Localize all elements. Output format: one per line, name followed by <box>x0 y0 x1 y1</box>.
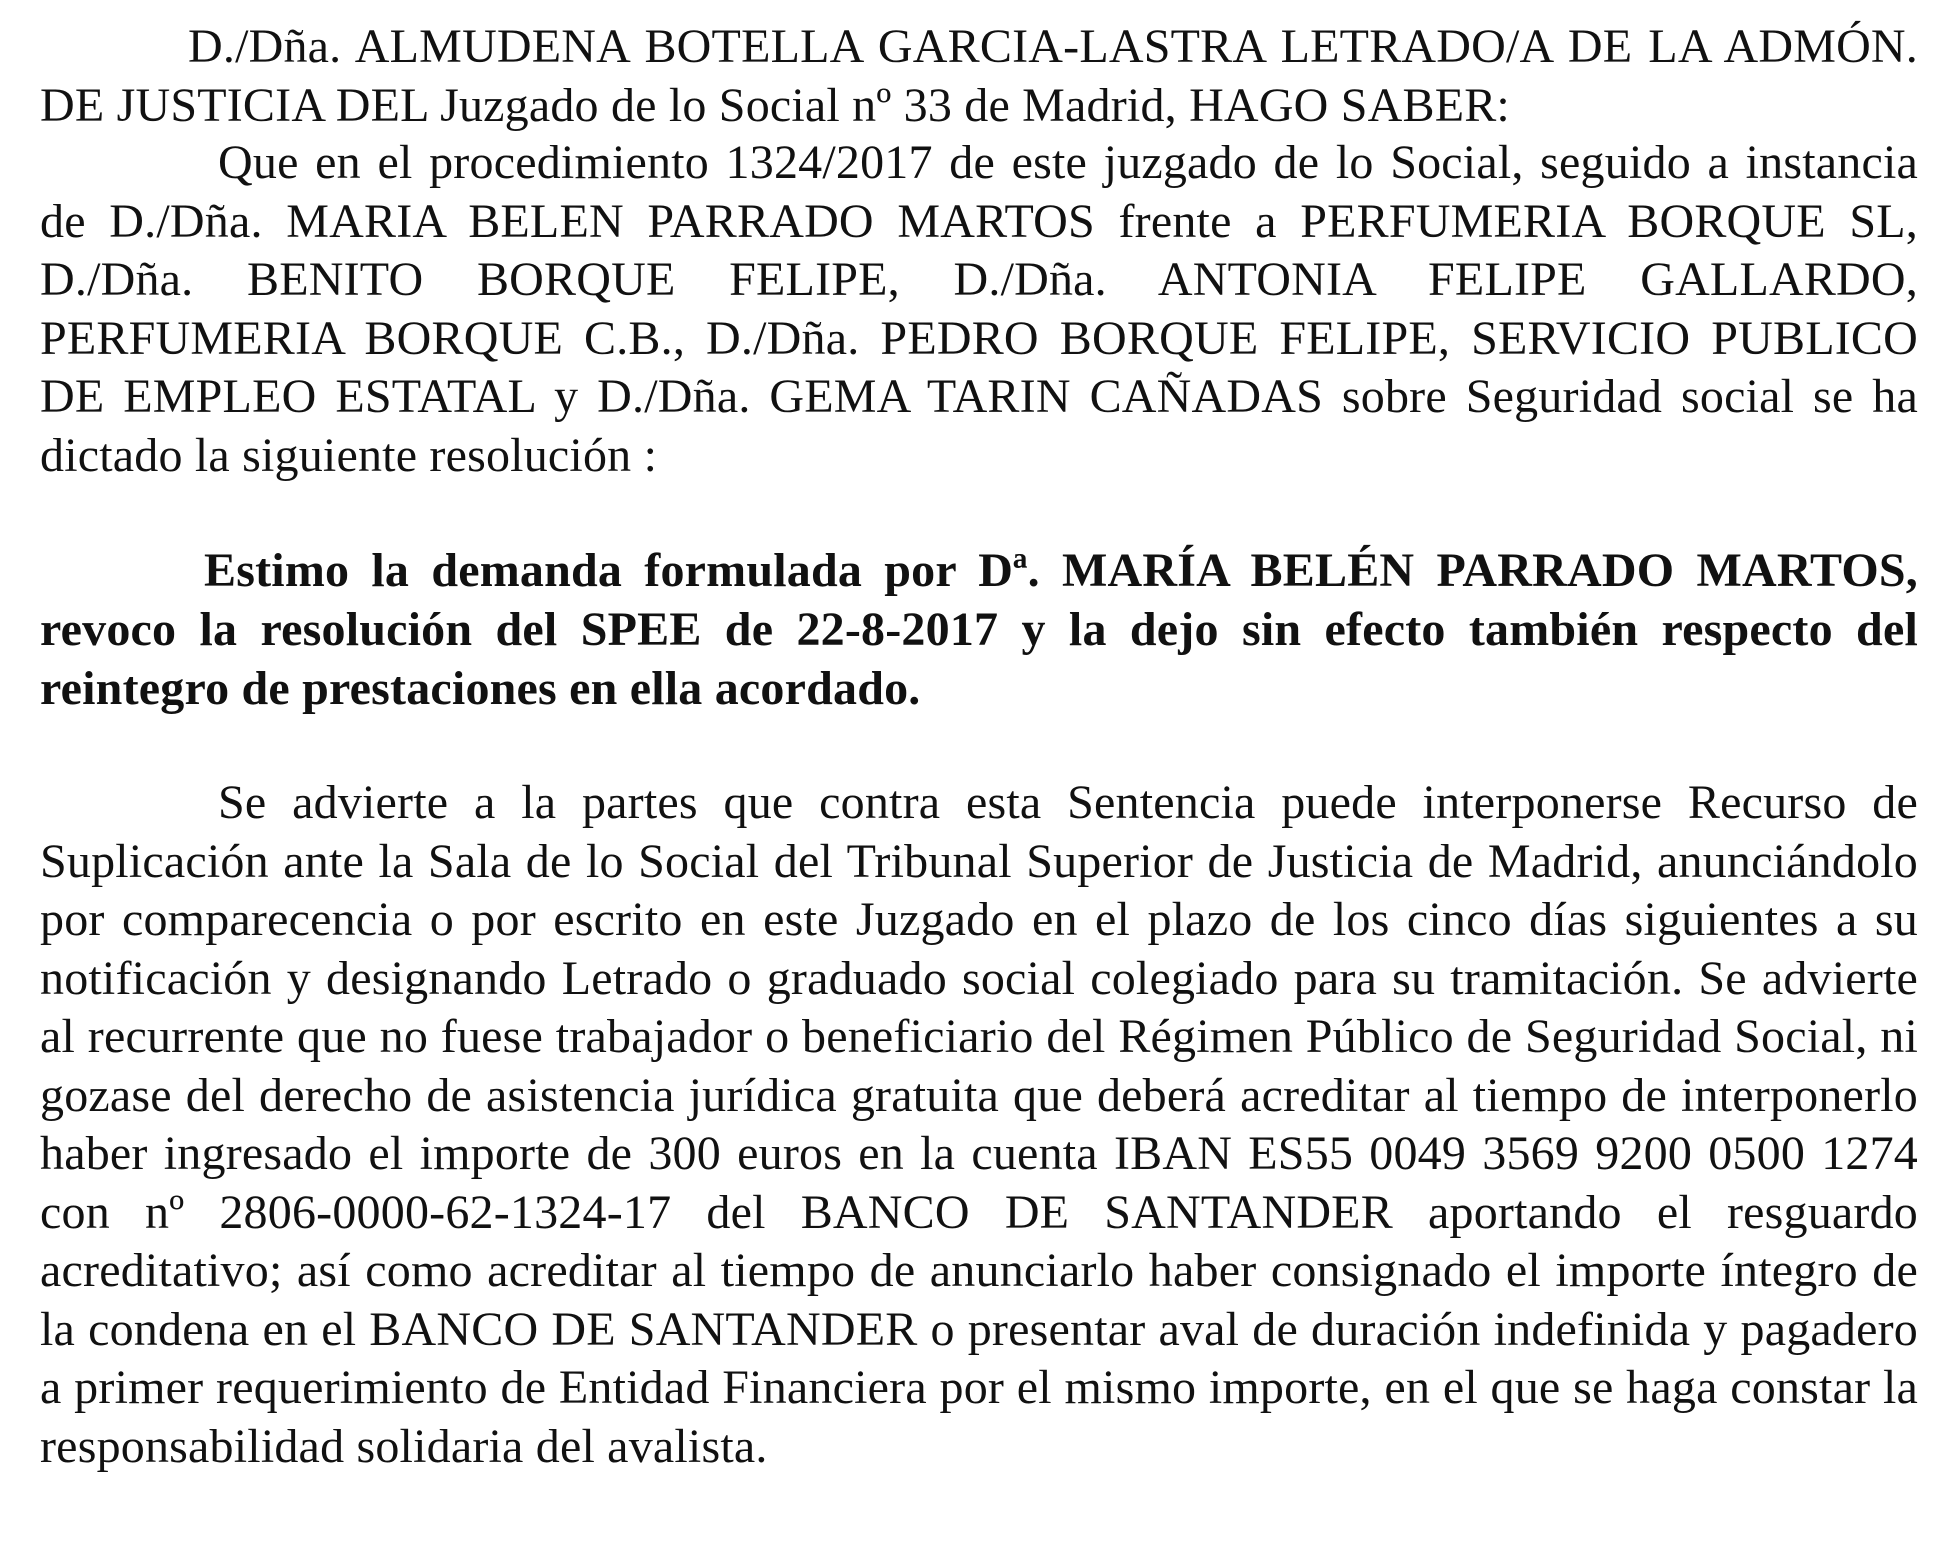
ruling-paragraph: Estimo la demanda formulada por Dª. MARÍA BELÉN PARRADO MARTOS, revoco la resolución del SPEE de 22-8-2017 y la dejo sin efecto también respecto del reintegro de prestaciones en ella acordado. <box>40 544 1918 715</box>
intro-paragraph: D./Dña. ALMUDENA BOTELLA GARCIA-LASTRA LETRADO/A DE LA ADMÓN. DE JUSTICIA DEL Juzgado de lo Social nº 33 de Madrid, HAGO SABER: <box>40 20 1918 132</box>
appeal-notice-paragraph: Se advierte a la partes que contra esta Sentencia puede interponerse Recurso de Suplicación ante la Sala de lo Social del Tribunal Superior de Justicia de Madrid, anunciándolo por comparecencia o por escrito en este Juzgado en el plazo de los cinco días siguientes a su notificación y designando Letrado o graduado social colegiado para su tramitación. Se advierte al recurrente que no fuese trabajador o beneficiario del Régimen Público de Seguridad Social, ni gozase del derecho de asistencia jurídica gratuita que deberá acreditar al tiempo de interponerlo haber ingresado el importe de 300 euros en la cuenta IBAN ES55 0049 3569 9200 0500 1274 con nº 2806-0000-62-1324-17 del BANCO DE SANTANDER aportando el resguardo acreditativo; así como acreditar al tiempo de anunciarlo haber consignado el importe íntegro de la condena en el BANCO DE SANTANDER o presentar aval de duración indefinida y pagadero a primer requerimiento de Entidad Financiera por el mismo importe, en el que se haga constar la responsabilidad solidaria del avalista. <box>40 776 1918 1473</box>
procedure-paragraph: Que en el procedimiento 1324/2017 de este juzgado de lo Social, seguido a instancia de D./Dña. MARIA BELEN PARRADO MARTOS frente a PERFUMERIA BORQUE SL, D./Dña. BENITO BORQUE FELIPE, D./Dña. ANTONIA FELIPE GALLARDO, PERFUMERIA BORQUE C.B., D./Dña. PEDRO BORQUE FELIPE, SERVICIO PUBLICO DE EMPLEO ESTATAL y D./Dña. GEMA TARIN CAÑADAS sobre Seguridad social se ha dictado la siguiente resolución : <box>40 136 1918 482</box>
